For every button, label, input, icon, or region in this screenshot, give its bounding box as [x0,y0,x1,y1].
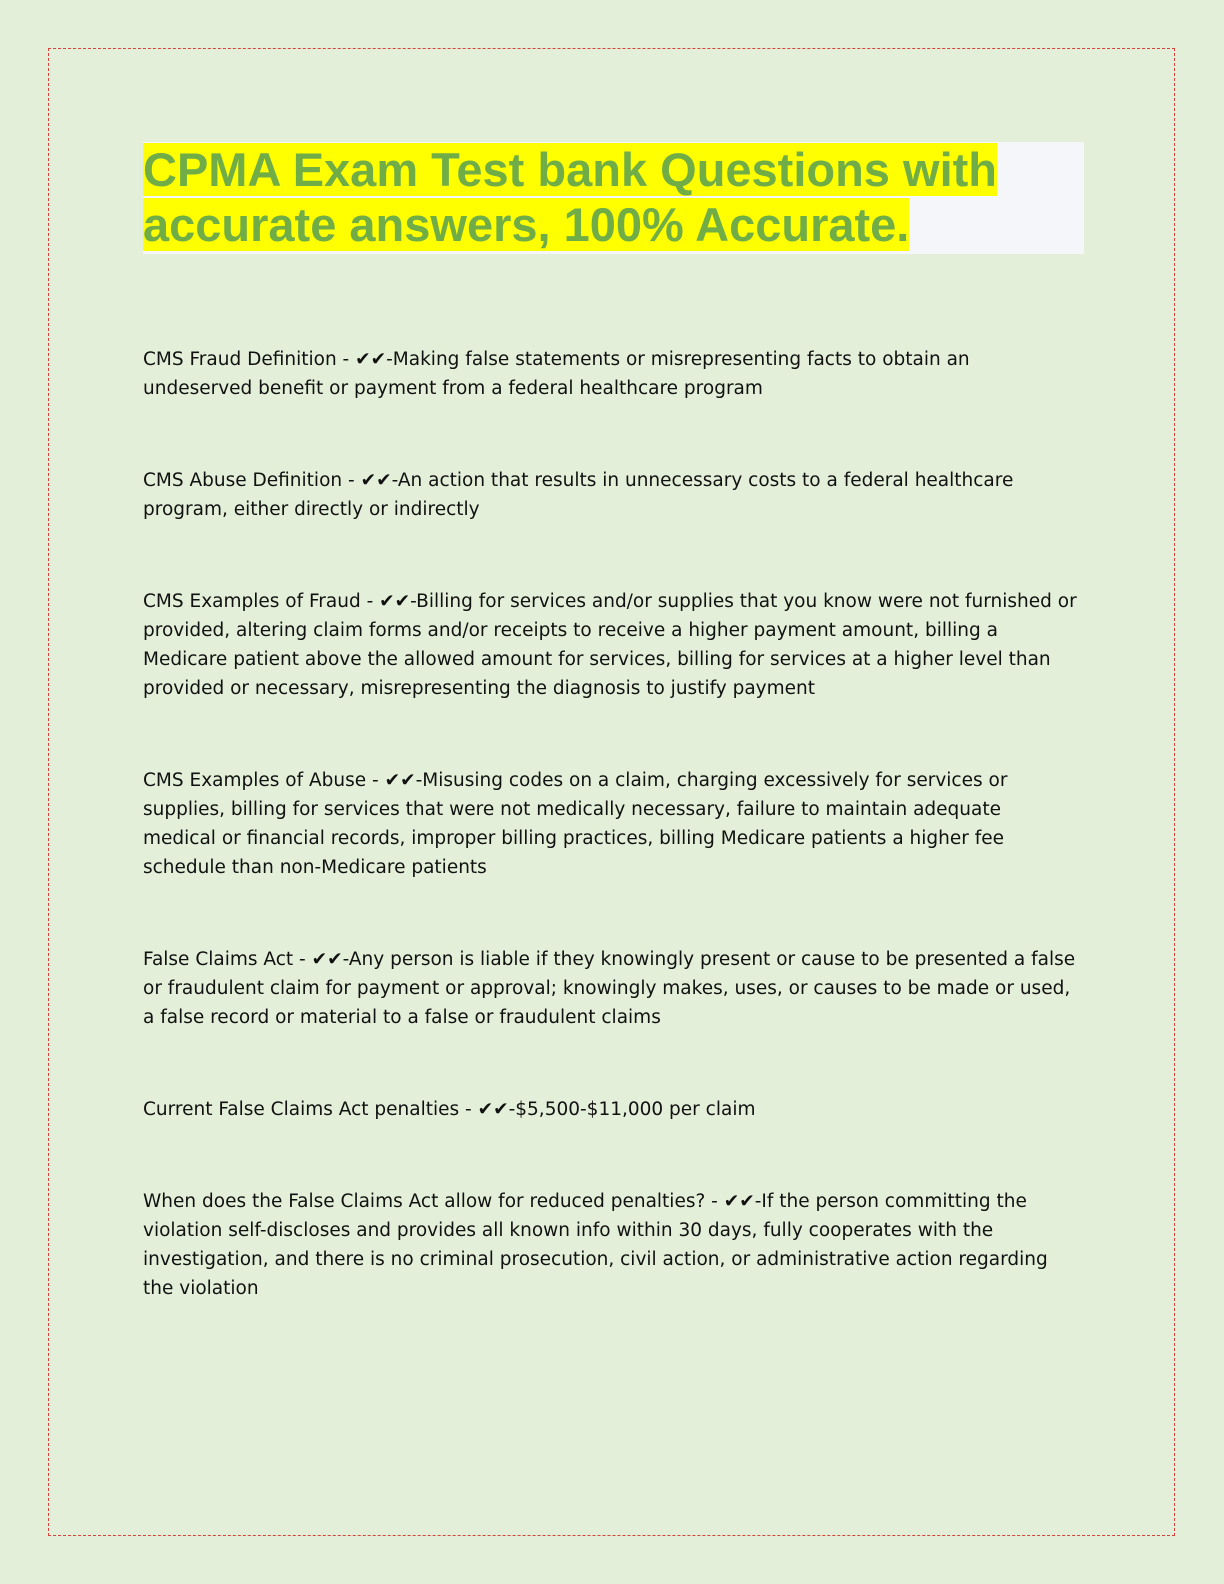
title-highlight: CPMA Exam Test bank Questions with accurate answers, 100% Accurate. [143,143,997,251]
entry-separator: - [705,1191,724,1212]
entry-answer: -An action that results in unnecessary costs to a federal healthcare program, either directly or indirectly [143,470,1014,520]
entry-separator: - [336,349,356,370]
entry-separator: - [459,1099,478,1120]
check-mark-icon: ✔✔ [379,591,411,612]
qa-entry [143,345,1078,403]
entry-answer: -If the person committing the violation self-discloses and provides all known info within 30 days, fully cooperates with the investigation, and there is no criminal prosecution, civil action, or administrative action regarding the violation [143,1191,1048,1299]
check-mark-icon: ✔✔ [360,470,392,491]
check-mark-icon: ✔✔ [355,349,387,370]
entry-term: Current False Claims Act penalties [143,1099,460,1120]
qa-entry [143,587,1078,703]
entry-answer: -$5,500-$11,000 per claim [508,1099,756,1120]
entry-term: False Claims Act [143,949,294,970]
qa-entry [143,945,1078,1032]
qa-list [143,345,1078,1303]
entry-separator: - [366,770,385,791]
entry-term: CMS Examples of Fraud [143,591,361,612]
entry-separator: - [293,949,312,970]
entry-term: CMS Examples of Abuse [143,770,367,791]
entry-term: CMS Fraud Definition [143,349,337,370]
qa-entry [143,766,1078,882]
entry-answer: -Any person is liable if they knowingly present or cause to be presented a false or fraudulent claim for payment or approval; knowingly makes, uses, or causes to be made or used, a false record or material to a false or fraudulent claims [143,949,1076,1028]
document-title [143,142,1084,252]
check-mark-icon: ✔✔ [477,1099,509,1120]
entry-term: When does the False Claims Act allow for reduced penalties? [143,1191,706,1212]
entry-term: CMS Abuse Definition [143,470,343,491]
qa-entry [143,1187,1078,1303]
entry-answer: -Billing for services and/or supplies that you know were not furnished or provided, altering claim forms and/or receipts to receive a higher payment amount, billing a Medicare patient above the allowed amount for services, billing for services at a higher level than provided or necessary, misrepresenting the diagnosis to justify payment [143,591,1077,699]
qa-entry [143,466,1078,524]
entry-answer: -Misusing codes on a claim, charging excessively for services or supplies, billing for services that were not medically necessary, failure to maintain adequate medical or financial records, improper billing practices, billing Medicare patients a higher fee schedule than non-Medicare patients [143,770,1008,878]
title-block [143,142,1084,254]
check-mark-icon: ✔✔ [311,949,343,970]
entry-separator: - [342,470,361,491]
check-mark-icon: ✔✔ [384,770,416,791]
qa-entry [143,1095,1078,1124]
entry-separator: - [360,591,380,612]
entry-answer: -Making false statements or misrepresenting facts to obtain an undeserved benefit or payment from a federal healthcare program [143,349,970,399]
check-mark-icon: ✔✔ [723,1191,755,1212]
